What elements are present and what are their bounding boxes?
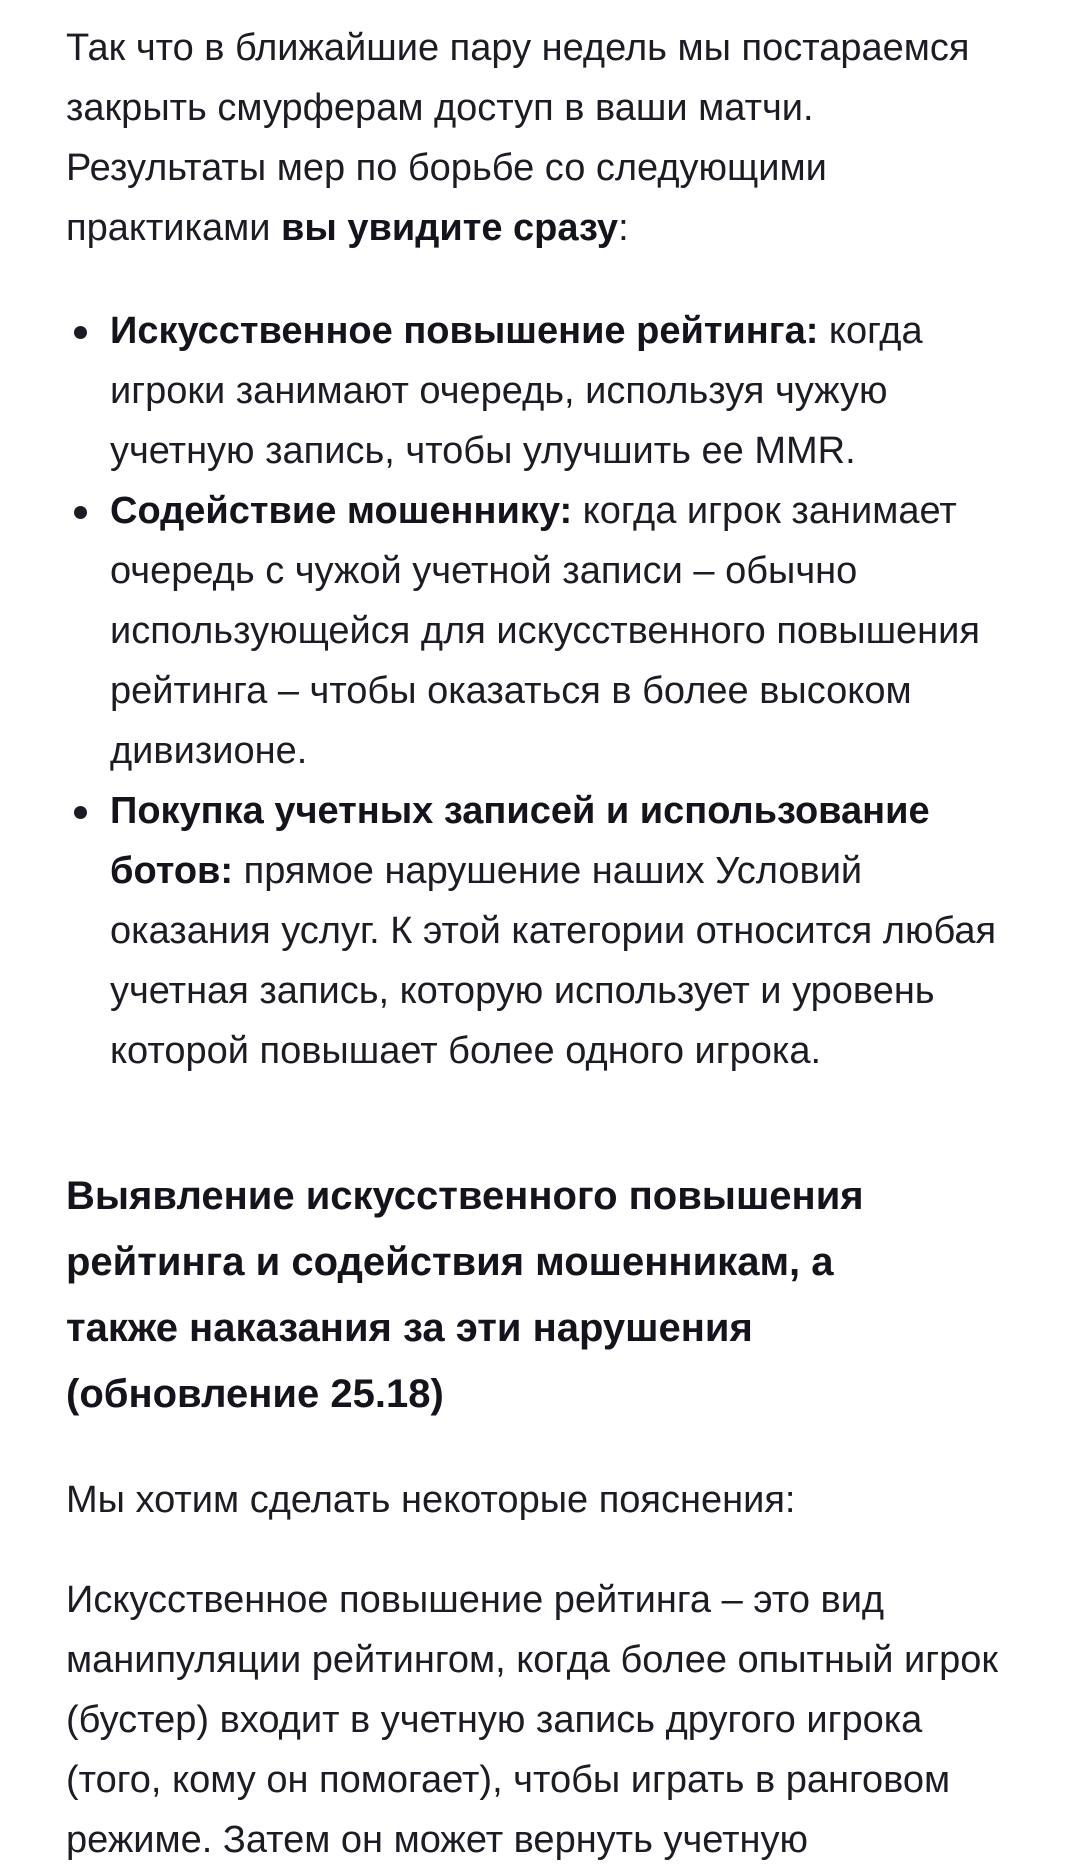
list-item-term: Искусственное повышение рейтинга: — [110, 310, 819, 352]
intro-text — [66, 18, 1026, 258]
explanation-paragraph: Мы хотим сделать некоторые пояснения: — [66, 1479, 796, 1521]
intro-emphasis: вы увидите сразу — [281, 207, 619, 249]
intro-line-3: Результаты мер по борьбе со следующими — [66, 147, 827, 189]
intro-line-1: Так что в ближайшие пару недель мы постараемся — [66, 27, 970, 69]
intro-paragraph — [66, 18, 1026, 258]
list-item-term: Содействие мошеннику: — [110, 490, 573, 532]
intro-line-4-end: : — [618, 207, 629, 249]
intro-line-4-start: практиками — [66, 207, 282, 249]
bullet-dot — [74, 806, 87, 819]
list-item-account-buying — [66, 781, 1026, 1081]
list-item-boosting — [66, 301, 1026, 481]
list-item-term: Покупка учетных записей и использование ботов: — [110, 790, 930, 892]
bullet-dot — [74, 506, 87, 519]
list-item-description: прямое нарушение наших Условий оказания услуг. К этой категории относится любая учетная запись, которую использует и уровень которой повышает более одного игрока. — [110, 850, 997, 1072]
list-item-description: когда игрок занимает очередь с чужой учетной записи – обычно использующейся для искусственного повышения рейтинга – чтобы оказаться в более высоком дивизионе. — [110, 490, 980, 772]
boosting-definition-paragraph: Искусственное повышение рейтинга – это вид манипуляции рейтингом, когда более опытный игрок (бустер) входит в учетную запись другого игрока (того, кому он помогает), чтобы играть в ранговом режиме. Затем он может вернуть учетную — [66, 1579, 999, 1861]
section-heading: Выявление искусственного повышения рейтинга и содействия мошенникам, а также наказания за эти нарушения (обновление 25.18) — [66, 1174, 864, 1416]
list-item-description: когда игроки занимают очередь, используя чужую учетную запись, чтобы улучшить ее MMR. — [110, 310, 923, 472]
list-item-assisting — [66, 481, 1026, 781]
practices-list — [66, 301, 1026, 1081]
intro-line-2: закрыть смурферам доступ в ваши матчи. — [66, 87, 814, 129]
bullet-dot — [74, 326, 87, 339]
